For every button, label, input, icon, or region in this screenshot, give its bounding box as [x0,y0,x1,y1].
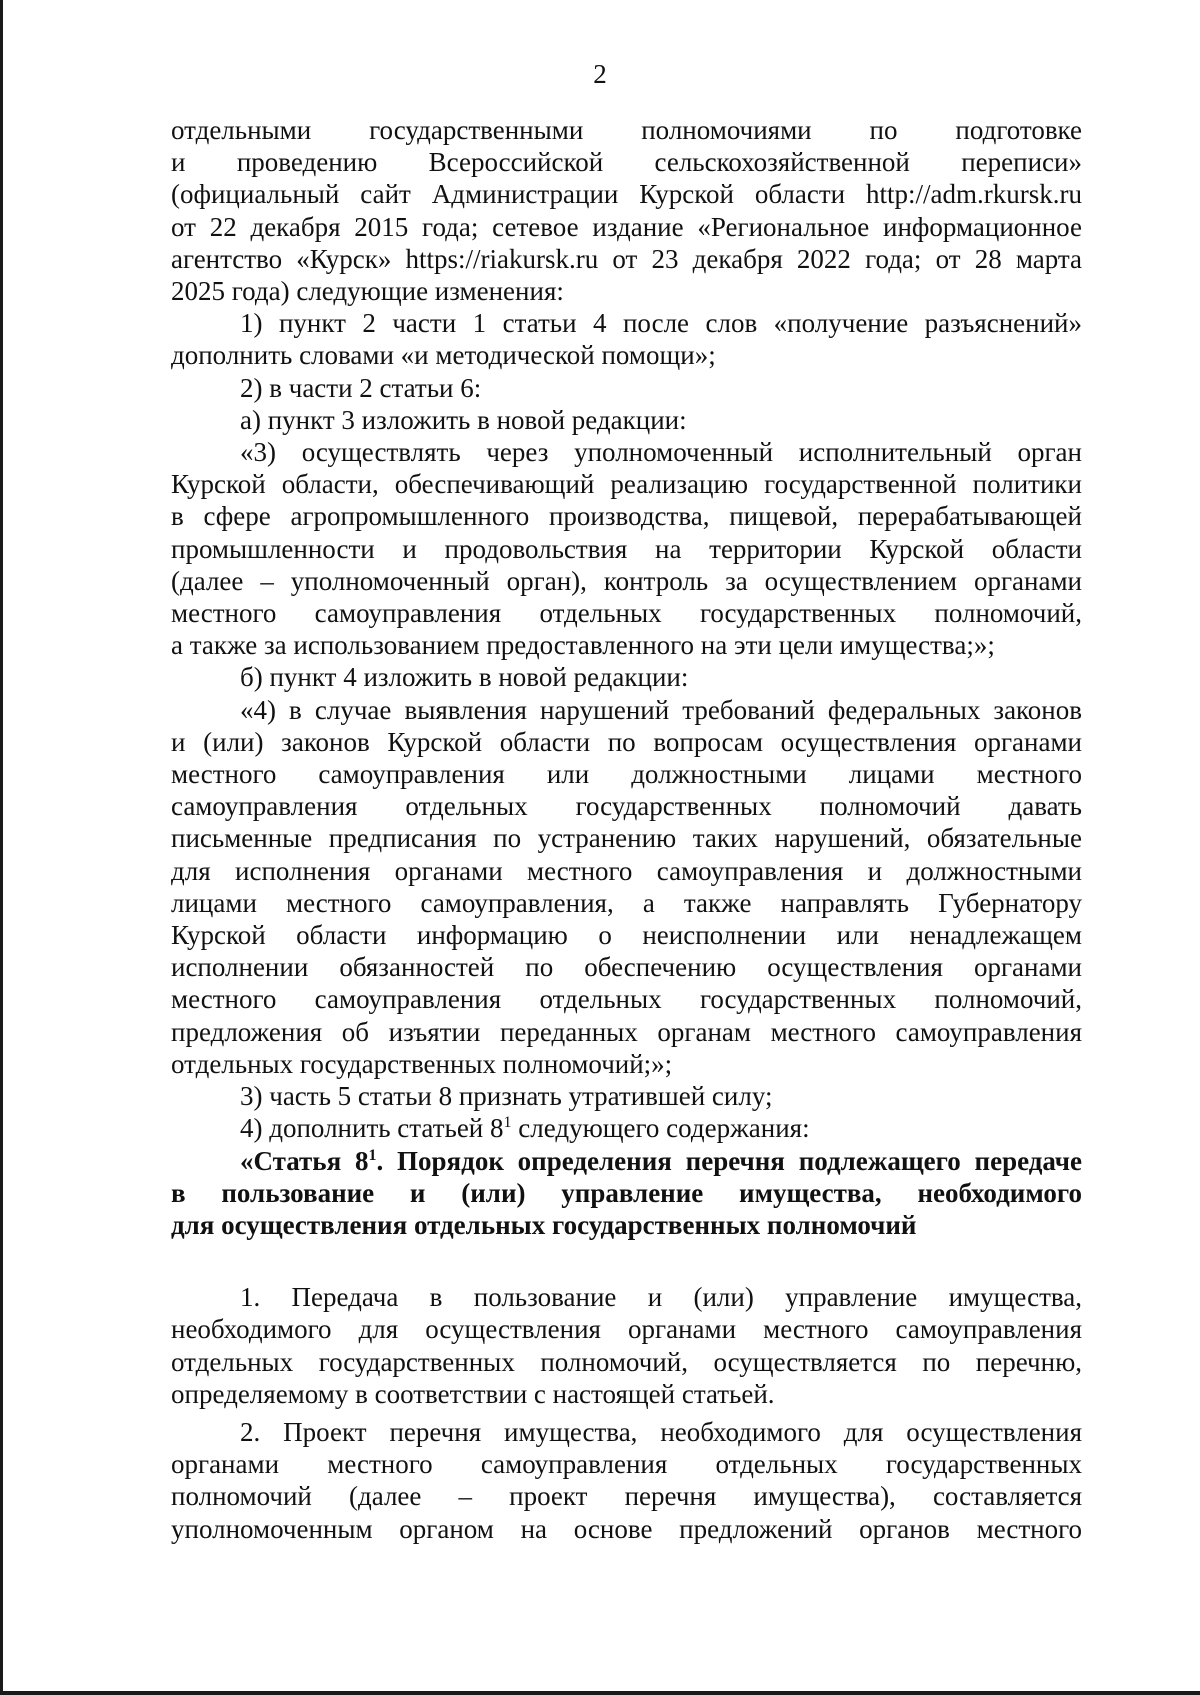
text-fragment: 4) дополнить статьей 8 [240,1113,504,1144]
text-line: 3) часть 5 статьи 8 признать утратившей силу; [240,1081,773,1112]
superscript: 1 [503,1114,512,1132]
text-line: от 22 декабря 2015 года; сетевое издание «Региональное информационное [171,211,1082,242]
heading-line [171,1145,1082,1177]
spacer [171,1241,1082,1281]
text-line: 2) в части 2 статьи 6: [240,372,482,403]
text-line: (официальный сайт Администрации Курской области http://adm.rkursk.ru [171,179,1082,210]
text-line: б) пункт 4 изложить в новой редакции: [240,662,689,693]
text-line: местного самоуправления отдельных государственных полномочий, [171,984,1082,1015]
text-line: в сфере агропромышленного производства, пищевой, перерабатывающей [171,501,1082,532]
text-line: письменные предписания по устранению таких нарушений, обязательные [171,823,1082,854]
text-line: самоуправления отдельных государственных полномочий давать [171,791,1082,822]
text-line: 2025 года) следующие изменения: [171,276,564,307]
heading-line: для осуществления отдельных государственных полномочий [171,1209,917,1240]
text-line: 2. Проект перечня имущества, необходимого для осуществления [240,1416,1082,1447]
text-line: определяемому в соответствии с настоящей статьей. [171,1378,775,1409]
text-line: «4) в случае выявления нарушений требований федеральных законов [240,694,1082,725]
text-line: местного самоуправления отдельных государственных полномочий, [171,598,1082,629]
text-line: органами местного самоуправления отдельных государственных [171,1449,1082,1480]
text-line: для исполнения органами местного самоуправления и должностными [171,855,1082,886]
text-line: «3) осуществлять через уполномоченный исполнительный орган [240,437,1082,468]
text-line: а также за использованием предоставленного на эти цели имущества;»; [171,630,995,661]
text-line: а) пункт 3 изложить в новой редакции: [240,404,687,435]
text-line: агентство «Курск» https://riakursk.ru от 23 декабря 2022 года; от 28 марта [171,243,1082,274]
text-line: отдельными государственными полномочиями по подготовке [171,115,1082,145]
text-line: полномочий (далее – проект перечня имущества), составляется [171,1481,1082,1512]
heading-fragment: . Порядок определения перечня подлежащего передаче [376,1145,1082,1176]
text-line: отдельных государственных полномочий, осуществляется по перечню, [171,1346,1082,1377]
text-line: местного самоуправления или должностными лицами местного [171,759,1082,790]
text-line: исполнении обязанностей по обеспечению осуществления органами [171,952,1082,983]
scan-edge-left [0,0,3,1695]
text-line: 1. Передача в пользование и (или) управление имущества, [240,1282,1082,1313]
text-line: необходимого для осуществления органами местного самоуправления [171,1314,1082,1345]
text-line: промышленности и продовольствия на территории Курской области [171,533,1082,564]
text-line: 1) пункт 2 части 1 статьи 4 после слов «получение разъяснений» [240,308,1082,339]
text-line: (далее – уполномоченный орган), контроль за осуществлением органами [171,565,1082,596]
heading-fragment: «Статья 8 [240,1145,369,1176]
text-line [171,1112,1082,1144]
article-heading [171,1145,1082,1242]
text-line: Курской области информацию о неисполнении или ненадлежащем [171,920,1082,951]
text-line: Курской области, обеспечивающий реализацию государственной политики [171,469,1082,500]
text-line: дополнить словами «и методической помощи»; [171,340,716,371]
text-line: предложения об изъятии переданных органам местного самоуправления [171,1016,1082,1047]
text-line: лицами местного самоуправления, а также направлять Губернатору [171,887,1082,918]
text-fragment: следующего содержания: [511,1113,810,1144]
superscript: 1 [368,1146,377,1164]
text-line: и проведению Всероссийской сельскохозяйственной переписи» [171,147,1082,178]
page-number: 2 [593,59,607,89]
heading-line: в пользование и (или) управление имущества, необходимого [171,1177,1082,1208]
scan-edge-bottom [0,1691,1200,1695]
text-line: и (или) законов Курской области по вопросам осуществления органами [171,726,1082,757]
text-line: отдельных государственных полномочий;»; [171,1048,673,1079]
document-body [171,114,1082,1545]
text-line: уполномоченным органом на основе предложений органов местного [171,1513,1082,1544]
